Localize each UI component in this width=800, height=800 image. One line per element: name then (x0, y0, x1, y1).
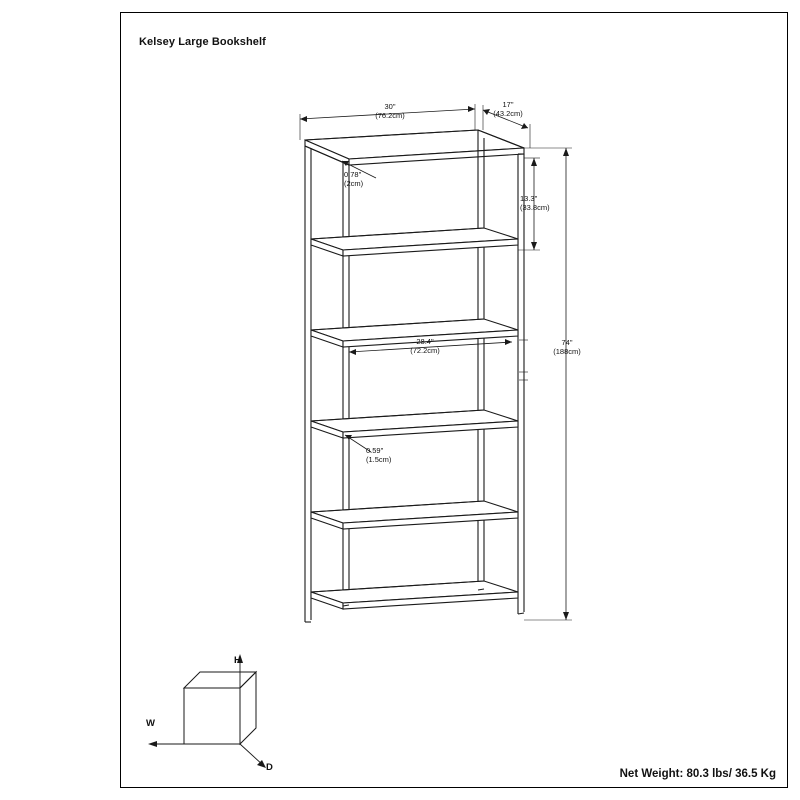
shelf-width-imperial: 28.4" (416, 337, 434, 346)
axis-label-width: W (146, 718, 155, 729)
width-metric: (76.2cm) (375, 111, 405, 121)
shelf-width-metric: (72.2cm) (410, 346, 440, 356)
axis-label-height: H (234, 655, 241, 666)
dimension-label-height (546, 338, 588, 357)
net-weight-label: Net Weight: (619, 768, 684, 780)
top-thickness-imperial: 0.78" (344, 170, 362, 179)
width-imperial: 30" (384, 102, 396, 111)
shelf-thickness-imperial: 0.59" (366, 446, 384, 455)
shelf-spacing-metric: (33.8cm) (520, 203, 550, 213)
net-weight-value: 80.3 lbs/ 36.5 Kg (686, 768, 776, 780)
dimension-label-width (360, 102, 420, 121)
dimension-label-shelf-width (396, 337, 454, 356)
shelf-thickness-metric: (1.5cm) (366, 455, 392, 465)
depth-metric: (43.2cm) (493, 109, 523, 119)
dimension-label-shelf-spacing (520, 194, 570, 213)
dimension-label-top-thickness (344, 170, 394, 189)
height-metric: (188cm) (553, 347, 581, 357)
axis-label-depth: D (266, 762, 273, 773)
depth-imperial: 17" (502, 100, 514, 109)
height-imperial: 74" (561, 338, 573, 347)
top-thickness-metric: (2cm) (344, 179, 364, 189)
page-title: Kelsey Large Bookshelf (139, 36, 266, 48)
net-weight (620, 768, 776, 780)
shelf-spacing-imperial: 13.3" (520, 194, 538, 203)
axis-cube-legend (140, 650, 340, 790)
dimension-label-depth (478, 100, 538, 119)
dimension-label-shelf-thickness (366, 446, 416, 465)
